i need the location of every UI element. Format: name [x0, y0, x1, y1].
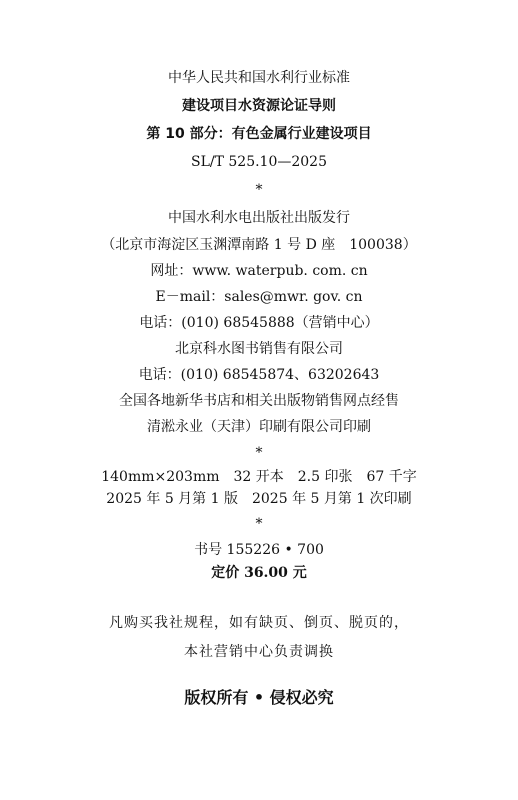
- standard-code: SL/T 525.10—2025: [190, 154, 327, 170]
- publisher-email: E－mail：sales@mwr. gov. cn: [155, 289, 363, 305]
- copyright-notice: 版权所有 • 侵权必究: [184, 688, 334, 707]
- printer: 清淞永业（天津）印刷有限公司印刷: [147, 419, 371, 435]
- book-format: 140mm×203mm 32 开本 2.5 印张 67 千字: [101, 469, 417, 485]
- standard-series: 中华人民共和国水利行业标准: [168, 70, 350, 86]
- publisher-address: （北京市海淀区玉渊潭南路 1 号 D 座 100038）: [101, 237, 417, 253]
- distributor-phone: 电话：(010) 68545874、63202643: [138, 367, 380, 383]
- publisher-name: 中国水利水电出版社出版发行: [168, 210, 350, 226]
- book-number: 书号 155226 • 700: [194, 542, 324, 558]
- publisher-website: 网址：www. waterpub. com. cn: [150, 263, 368, 279]
- document-title: 建设项目水资源论证导则: [182, 98, 336, 114]
- book-price: 定价 36.00 元: [211, 565, 307, 581]
- separator-star: *: [255, 182, 263, 198]
- separator-star: *: [255, 516, 263, 532]
- document-subtitle: 第 10 部分：有色金属行业建设项目: [146, 126, 372, 142]
- replacement-notice-line1: 凡购买我社规程，如有缺页、倒页、脱页的，: [109, 615, 409, 631]
- separator-star: *: [255, 445, 263, 461]
- publisher-phone: 电话：(010) 68545888（营销中心）: [139, 315, 379, 331]
- replacement-notice-line2: 本社营销中心负责调换: [184, 644, 334, 660]
- edition-info: 2025 年 5 月第 1 版 2025 年 5 月第 1 次印刷: [106, 491, 412, 507]
- distributor-name: 北京科水图书销售有限公司: [175, 341, 343, 357]
- distribution-channels: 全国各地新华书店和相关出版物销售网点经售: [119, 393, 399, 409]
